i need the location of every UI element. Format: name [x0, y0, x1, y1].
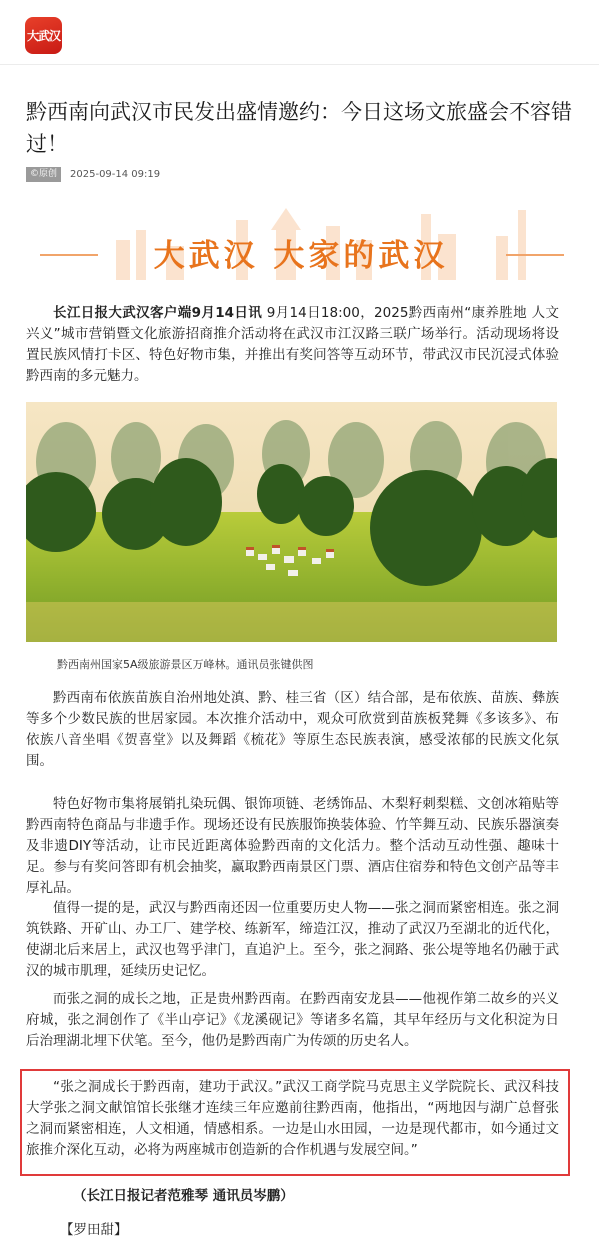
editor-name: 【罗田甜】 — [60, 1222, 128, 1238]
paragraph-1: 黔西南布依族苗族自治州地处滇、黔、桂三省（区）结合部，是布依族、苗族、彝族等多个少数民族的世居家园。本次推介活动中，观众可欣赏到苗族板凳舞《多该多》、布依族八音坐唱《贺喜堂》以及舞蹈《梳花》等原生态民族表演，感受浓郁的民族文化氛围。 — [26, 690, 559, 769]
photo-caption: 黔西南州国家5A级旅游景区万峰林。通讯员张键供图 — [57, 658, 314, 671]
paragraph-4: 而张之洞的成长之地，正是贵州黔西南。在黔西南安龙县——他视作第二故乡的兴义府城，张之洞创作了《半山亭记》《龙溪砚记》等诸多名篇，其早年经历与文化积淀为日后治理湖北埋下伏笔。至今，他仍是黔西南广为传颂的历史名人。 — [26, 991, 559, 1049]
article-title: 黔西南向武汉市民发出盛情邀约：今日这场文旅盛会不容错过！ — [26, 100, 572, 156]
article-byline: （长江日报记者范雅琴 通讯员岑鹏） — [73, 1188, 294, 1204]
banner — [26, 200, 576, 290]
paragraph-2: 特色好物市集将展销扎染玩偶、银饰项链、老绣饰品、木梨籽刺梨糕、文创冰箱贴等黔西南特色商品与非遗手作。现场还设有民族服饰换装体验、竹竿舞互动、民族乐器演奏及非遗DIY等活动，让市民近距离体验黔西南的文化活力。整个活动互动性强、趣味十足。参与有奖问答即有机会抽奖，赢取黔西南景区门票、酒店住宿券和特色文创产品等丰厚礼品。 — [26, 796, 559, 896]
landscape-photo — [26, 402, 557, 642]
lead-text: 9月14日18:00，2025黔西南州“康养胜地 人文兴义”城市营销暨文化旅游招商推介活动将在武汉市江汉路三联广场举行。活动现场将设置民族风情打卡区、特色好物市集，并推出有奖问答等互动环节，带武汉市民沉浸式体验黔西南的多元魅力。 — [26, 305, 560, 384]
top-bar — [0, 0, 599, 65]
original-badge: ©原创 — [26, 167, 61, 182]
article-meta — [26, 167, 160, 182]
quote-paragraph: “张之洞成长于黔西南，建功于武汉。”武汉工商学院马克思主义学院院长、武汉科技大学张之洞文献馆馆长张继才连续三年应邀前往黔西南，他指出，“两地因与湖广总督张之洞而紧密相连，人文相通，情感相系。一边是山水田园，一边是现代都市，如今通过文旅推介深化互动，必将为两座城市创造新的合作机遇与发展空间。” — [26, 1079, 559, 1158]
lead-paragraph — [26, 303, 559, 387]
publish-time: 2025-09-14 09:19 — [70, 169, 161, 180]
app-logo[interactable]: 大武汉 — [25, 17, 62, 54]
banner-slogan: 大武汉 大家的武汉 — [153, 238, 449, 274]
article-photo — [26, 402, 557, 642]
lead-source: 长江日报大武汉客户端9月14日讯 — [53, 305, 263, 321]
paragraph-3: 值得一提的是，武汉与黔西南还因一位重要历史人物——张之洞而紧密相连。张之洞筑铁路、开矿山、办工厂、建学校、练新军，缔造江汉，推动了武汉乃至湖北的近代化，使湖北后来居上，武汉也驾乎津门，直追沪上。至今，张之洞路、张公堤等地名仍融于武汉的城市肌理，延续历史记忆。 — [26, 900, 559, 979]
